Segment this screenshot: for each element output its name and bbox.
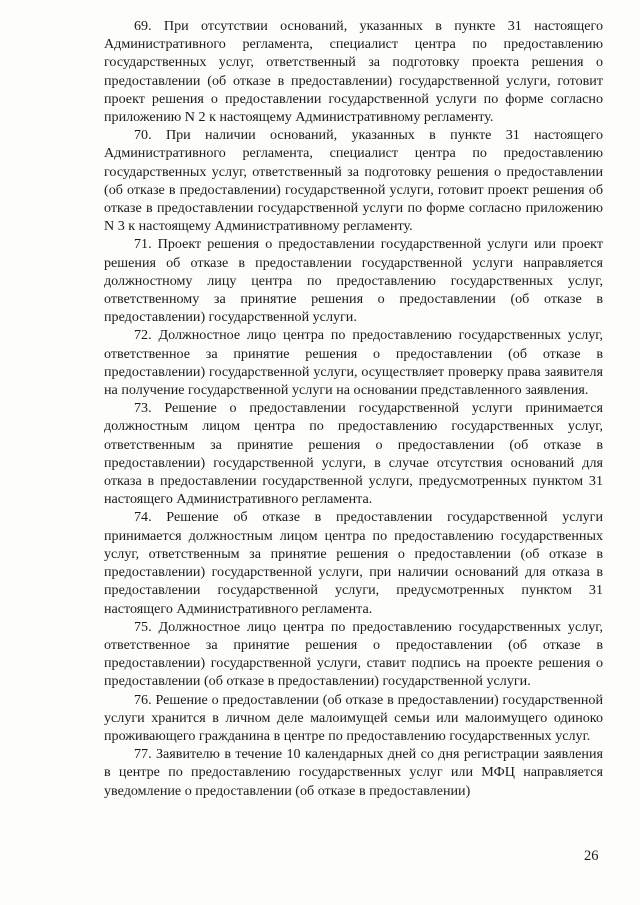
page-number: 26 — [584, 848, 599, 864]
paragraph-75: 75. Должностное лицо центра по предоставлению государственных услуг, ответственное за принятие решения о предоставлении (об отказе в предоставлении) государственной услуги, ставит подпись на проекте решения о предоставлении (об отказе в предоставлении) государственной услуги. — [104, 618, 603, 690]
paragraph-69: 69. При отсутствии оснований, указанных в пункте 31 настоящего Административного регламента, специалист центра по предоставлению государственных услуг, ответственный за подготовку проекта решения о предоставлении (об отказе в предоставлении) государственной услуги, готовит проект решения о предоставлении государственной услуги по форме согласно приложению N 2 к настоящему Административному регламенту. — [104, 18, 603, 126]
paragraph-72: 72. Должностное лицо центра по предоставлению государственных услуг, ответственное за принятие решения о предоставлении (об отказе в предоставлении) государственной услуги, осуществляет проверку права заявителя на получение государственной услуги на основании представленного заявления. — [104, 327, 603, 399]
paragraph-71: 71. Проект решения о предоставлении государственной услуги или проект решения об отказе в предоставлении государственной услуги направляется должностному лицу центра по предоставлению государственных услуг, ответственному за принятие решения о предоставлении (об отказе в предоставлении) государственной услуги. — [104, 236, 603, 326]
paragraph-74: 74. Решение об отказе в предоставлении государственной услуги принимается должностным лицом центра по предоставлению государственных услуг, ответственным за принятие решения о предоставлении (об отказе в предоставлении) государственной услуги, при наличии оснований для отказа в предоставлении государственной услуги, предусмотренных пунктом 31 настоящего Административного регламента. — [104, 509, 603, 617]
paragraph-77: 77. Заявителю в течение 10 календарных дней со дня регистрации заявления в центре по предоставлению государственных услуг или МФЦ направляется уведомление о предоставлении (об отказе в предоставлении) — [104, 746, 603, 799]
paragraph-70: 70. При наличии оснований, указанных в пункте 31 настоящего Административного регламента, специалист центра по предоставлению государственных услуг, ответственный за подготовку решения о предоставлении (об отказе в предоставлении) государственной услуги, готовит проект решения об отказе в предоставлении государственной услуги по форме согласно приложению N 3 к настоящему Административному регламенту. — [104, 127, 603, 235]
body-text — [104, 17, 603, 800]
paragraph-73: 73. Решение о предоставлении государственной услуги принимается должностным лицом центра по предоставлению государственных услуг, ответственным за принятие решения о предоставлении (об отказе в предоставлении) государственной услуги, в случае отсутствия оснований для отказа в предоставлении государственной услуги, предусмотренных пунктом 31 настоящего Административного регламента. — [104, 400, 603, 508]
paragraph-76: 76. Решение о предоставлении (об отказе в предоставлении) государственной услуги хранится в личном деле малоимущей семьи или малоимущего одиноко проживающего гражданина в центре по предоставлению государственных услуг. — [104, 691, 603, 744]
